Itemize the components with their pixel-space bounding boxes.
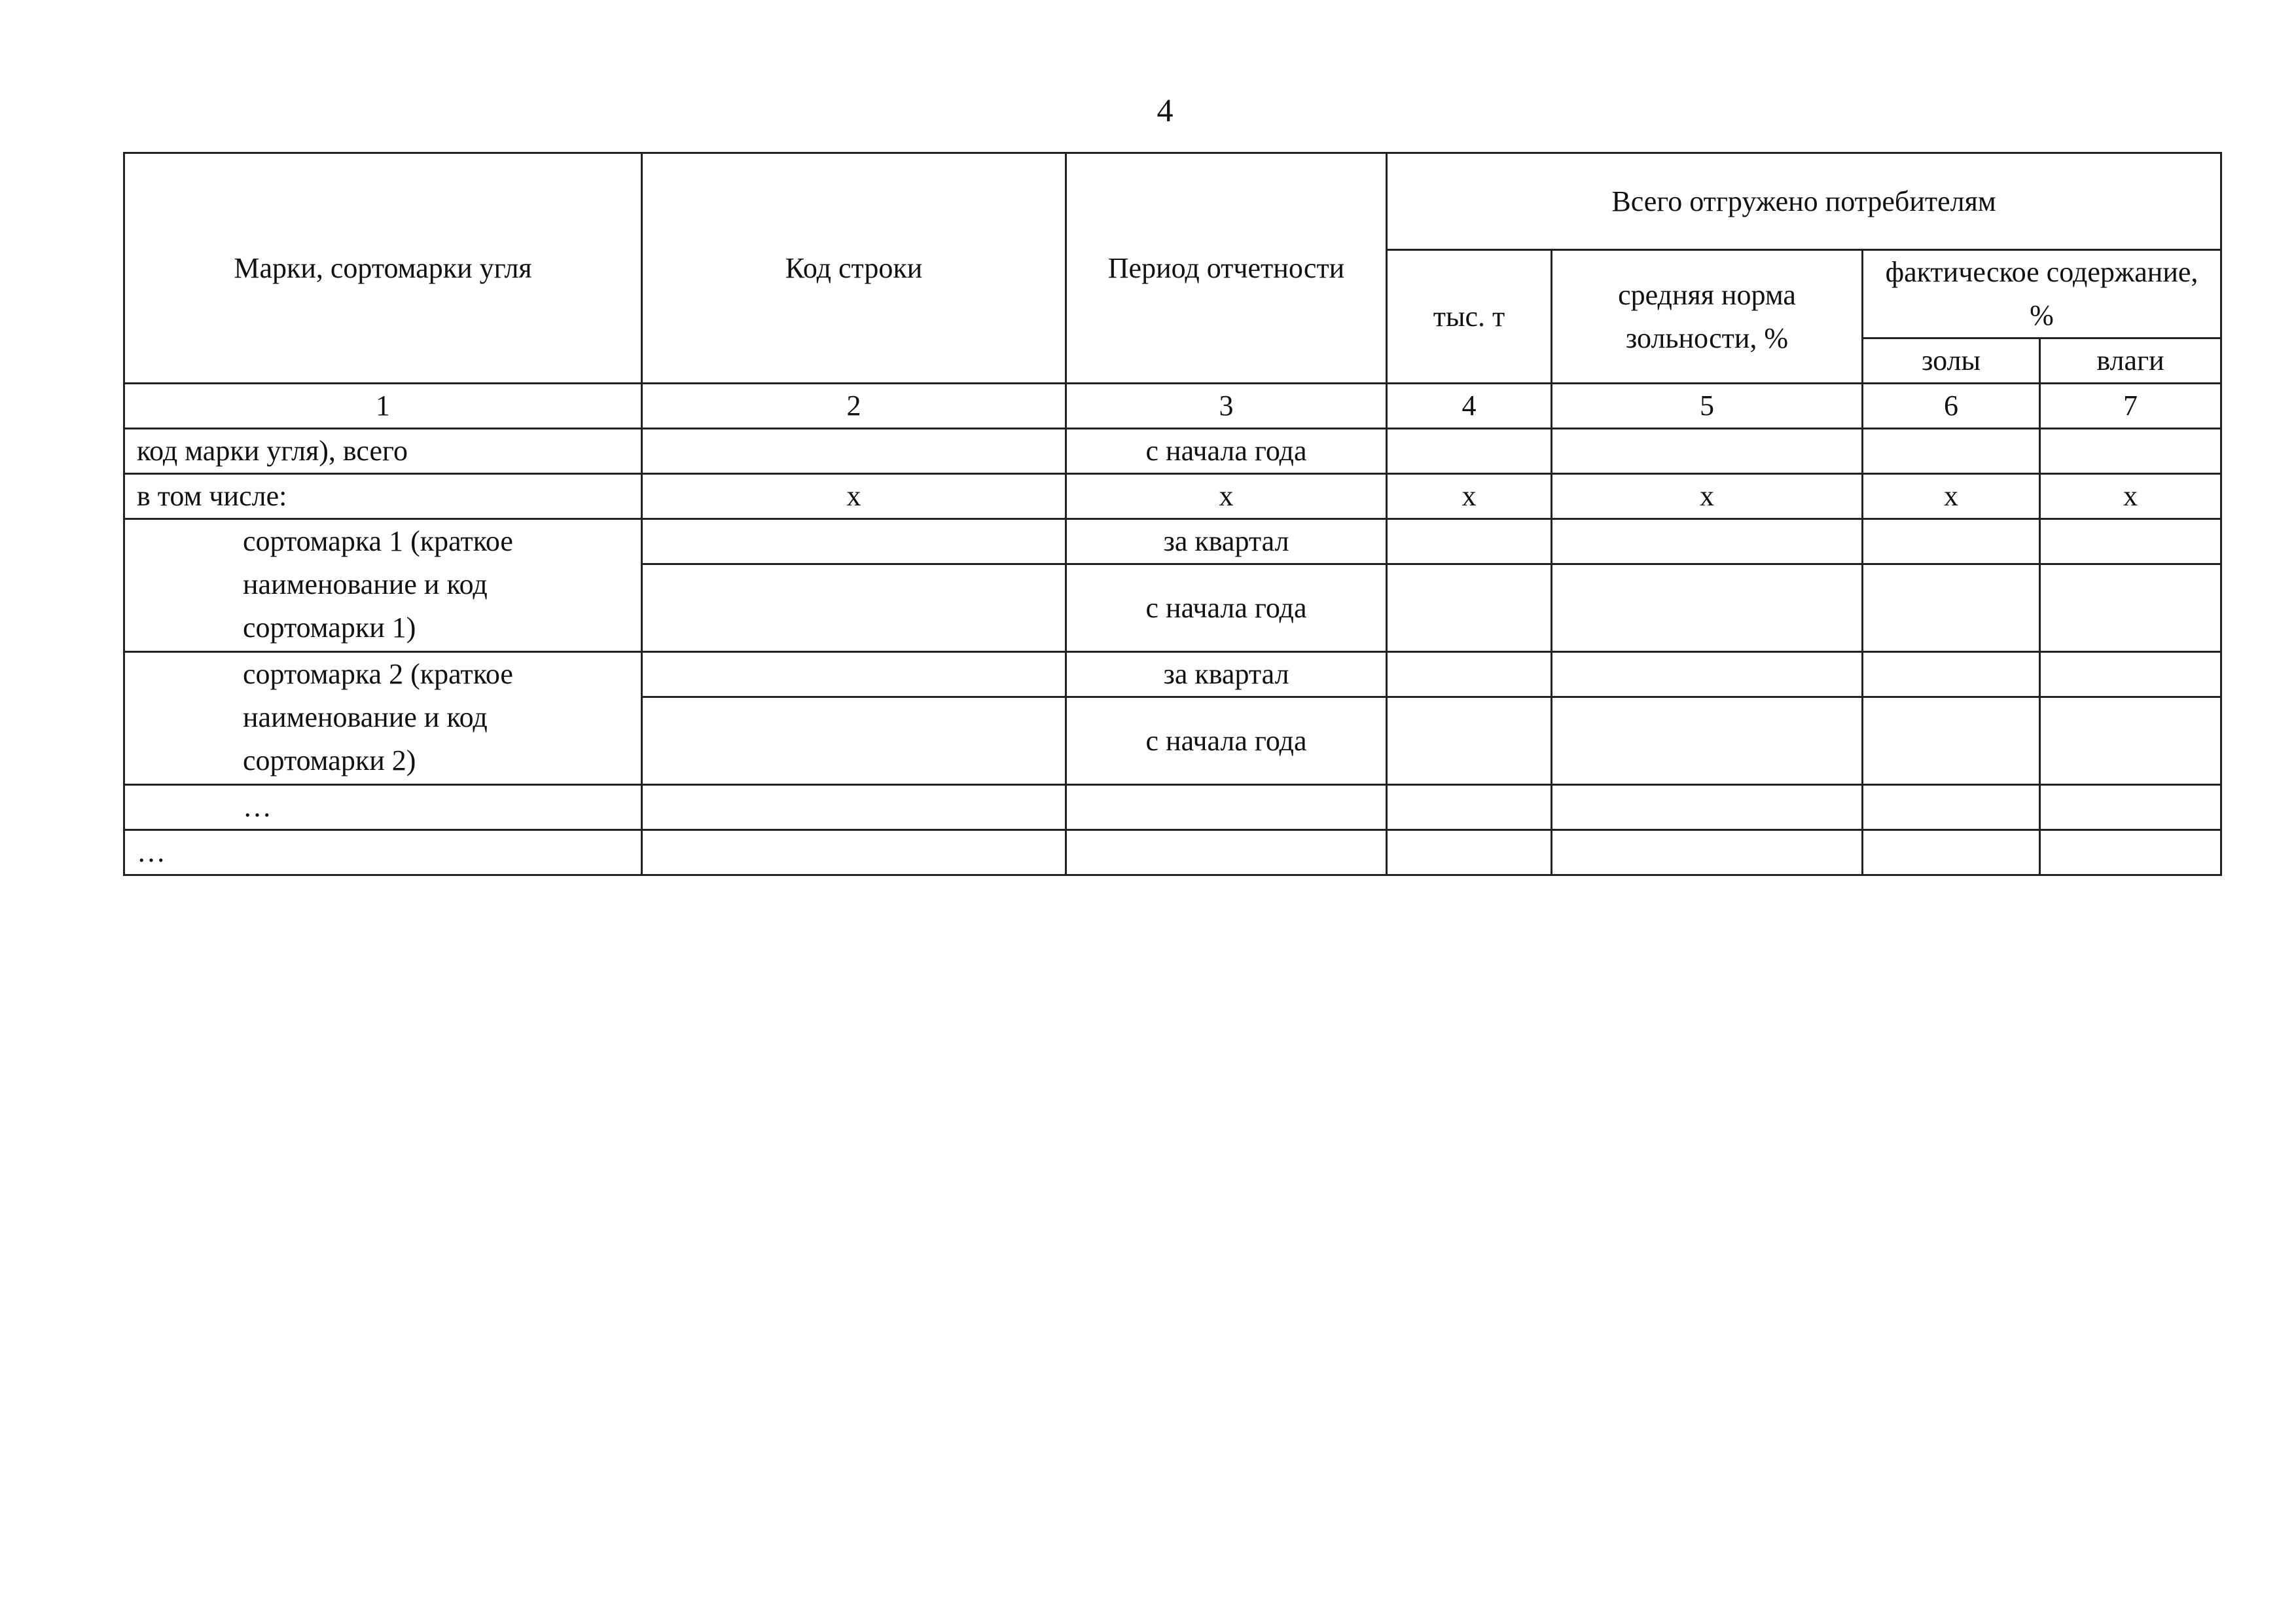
row-including-name: в том числе: <box>124 474 642 519</box>
col-number: 2 <box>642 384 1066 429</box>
cell-empty <box>1552 830 1863 875</box>
cell-empty <box>1387 519 1552 564</box>
ellipsis-cell: … <box>124 830 642 875</box>
cell-empty <box>642 785 1066 830</box>
cross-mark: х <box>642 474 1066 519</box>
cell-empty <box>2040 652 2221 697</box>
cell-empty <box>1552 564 1863 652</box>
cell-empty <box>1863 564 2040 652</box>
table-row-ellipsis <box>124 830 2221 875</box>
cell-empty <box>642 519 1066 564</box>
cell-empty <box>1066 830 1387 875</box>
row-grade1-period-year: с начала года <box>1066 564 1387 652</box>
col-number: 3 <box>1066 384 1387 429</box>
row-grade2-period-year: с начала года <box>1066 697 1387 785</box>
cell-empty <box>642 830 1066 875</box>
cross-mark: х <box>2040 474 2221 519</box>
header-thousand-tons: тыс. т <box>1387 250 1552 384</box>
ellipsis-cell: … <box>124 785 642 830</box>
header-ash: золы <box>1863 338 2040 384</box>
cell-empty <box>1863 652 2040 697</box>
cell-empty <box>642 697 1066 785</box>
row-grade2-period-quarter: за квартал <box>1066 652 1387 697</box>
cell-empty <box>642 429 1066 474</box>
cell-empty <box>1552 697 1863 785</box>
table-row-total <box>124 429 2221 474</box>
cell-empty <box>1552 652 1863 697</box>
cell-empty <box>1066 785 1387 830</box>
cell-empty <box>1863 830 2040 875</box>
cross-mark: х <box>1863 474 2040 519</box>
header-ash-norm: средняя норма зольности, % <box>1552 250 1863 384</box>
cell-empty <box>1863 785 2040 830</box>
coal-shipment-table <box>123 152 2222 876</box>
cross-mark: х <box>1387 474 1552 519</box>
col-number: 7 <box>2040 384 2221 429</box>
cell-empty <box>1552 785 1863 830</box>
header-brands: Марки, сортомарки угля <box>124 153 642 384</box>
page-number: 4 <box>1157 92 1174 128</box>
cell-empty <box>1863 519 2040 564</box>
table-row-ellipsis <box>124 785 2221 830</box>
cell-empty <box>2040 830 2221 875</box>
row-grade1-period-quarter: за квартал <box>1066 519 1387 564</box>
cell-empty <box>1387 830 1552 875</box>
col-number: 4 <box>1387 384 1552 429</box>
cross-mark: х <box>1066 474 1387 519</box>
row-grade2-name: сортомарка 2 (краткое наименование и код сортомарки 2) <box>124 652 642 785</box>
cell-empty <box>1387 785 1552 830</box>
cell-empty <box>1387 564 1552 652</box>
cell-empty <box>1387 652 1552 697</box>
table-row-including <box>124 474 2221 519</box>
col-number: 6 <box>1863 384 2040 429</box>
cell-empty <box>2040 785 2221 830</box>
row-grade1-name: сортомарка 1 (краткое наименование и код сортомарки 1) <box>124 519 642 652</box>
row-total-period: с начала года <box>1066 429 1387 474</box>
cell-empty <box>1863 429 2040 474</box>
header-actual-content: фактическое содержание, % <box>1863 250 2221 338</box>
cell-empty <box>2040 519 2221 564</box>
cell-empty <box>642 652 1066 697</box>
cell-empty <box>1552 519 1863 564</box>
cell-empty <box>1863 697 2040 785</box>
cell-empty <box>642 564 1066 652</box>
cross-mark: х <box>1552 474 1863 519</box>
cell-empty <box>2040 564 2221 652</box>
table-row-grade2-quarter <box>124 652 2221 697</box>
cell-empty <box>1387 429 1552 474</box>
cell-empty <box>2040 697 2221 785</box>
header-row-code: Код строки <box>642 153 1066 384</box>
table-row-grade1-quarter <box>124 519 2221 564</box>
row-total-name: код марки угля), всего <box>124 429 642 474</box>
header-total-shipped: Всего отгружено потребителям <box>1387 153 2221 250</box>
header-period: Период отчетности <box>1066 153 1387 384</box>
cell-empty <box>1387 697 1552 785</box>
cell-empty <box>2040 429 2221 474</box>
col-number: 1 <box>124 384 642 429</box>
column-numbers-row <box>124 384 2221 429</box>
cell-empty <box>1552 429 1863 474</box>
header-moisture: влаги <box>2040 338 2221 384</box>
col-number: 5 <box>1552 384 1863 429</box>
